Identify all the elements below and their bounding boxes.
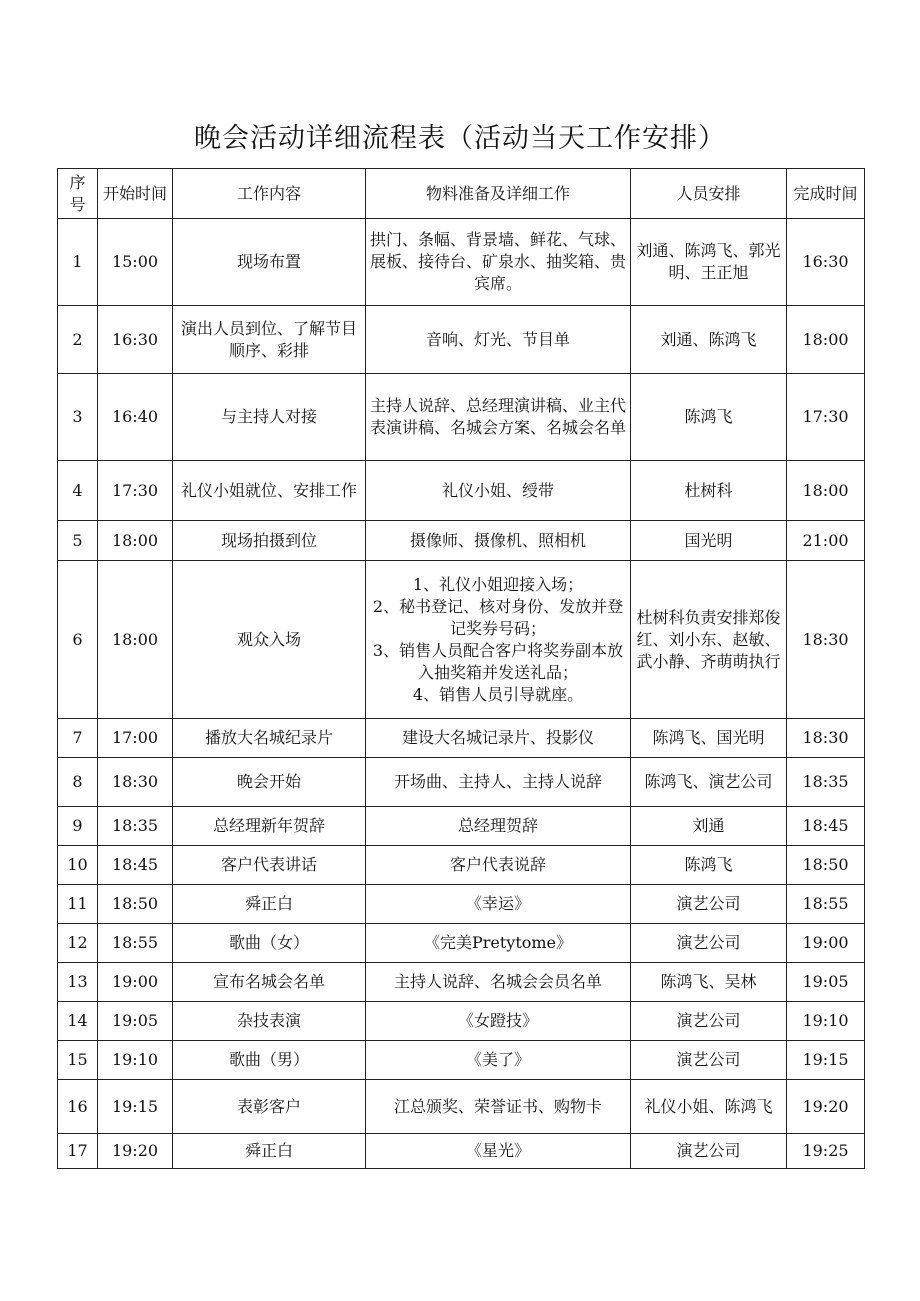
seq-cell: 3 xyxy=(58,374,98,461)
content-cell: 客户代表讲话 xyxy=(173,846,366,885)
table-row xyxy=(58,1080,865,1134)
seq-cell: 9 xyxy=(58,807,98,846)
staff-cell: 杜树科 xyxy=(631,461,787,521)
seq-cell: 11 xyxy=(58,885,98,924)
seq-cell: 12 xyxy=(58,924,98,963)
seq-cell: 16 xyxy=(58,1080,98,1134)
staff-cell: 刘通 xyxy=(631,807,787,846)
staff-cell: 刘通、陈鸿飞 xyxy=(631,306,787,374)
seq-cell: 5 xyxy=(58,521,98,561)
content-cell: 观众入场 xyxy=(173,561,366,719)
start-time-cell: 18:35 xyxy=(98,807,173,846)
start-time-cell: 18:50 xyxy=(98,885,173,924)
schedule-table xyxy=(57,168,865,1169)
table-row xyxy=(58,561,865,719)
seq-cell: 4 xyxy=(58,461,98,521)
end-time-cell: 18:30 xyxy=(787,719,865,758)
staff-cell: 演艺公司 xyxy=(631,1134,787,1169)
table-row xyxy=(58,521,865,561)
staff-cell: 演艺公司 xyxy=(631,885,787,924)
start-time-cell: 17:00 xyxy=(98,719,173,758)
materials-cell: 总经理贺辞 xyxy=(366,807,631,846)
end-time-cell: 19:05 xyxy=(787,963,865,1002)
end-time-cell: 18:00 xyxy=(787,461,865,521)
table-row xyxy=(58,846,865,885)
materials-cell: 摄像师、摄像机、照相机 xyxy=(366,521,631,561)
start-time-cell: 19:15 xyxy=(98,1080,173,1134)
content-cell: 宣布名城会名单 xyxy=(173,963,366,1002)
table-row xyxy=(58,885,865,924)
content-cell: 舜正白 xyxy=(173,885,366,924)
end-time-cell: 17:30 xyxy=(787,374,865,461)
header-staff: 人员安排 xyxy=(631,169,787,219)
end-time-cell: 19:25 xyxy=(787,1134,865,1169)
seq-cell: 1 xyxy=(58,219,98,306)
seq-cell: 15 xyxy=(58,1041,98,1080)
end-time-cell: 19:15 xyxy=(787,1041,865,1080)
end-time-cell: 18:30 xyxy=(787,561,865,719)
content-cell: 晚会开始 xyxy=(173,758,366,807)
header-content: 工作内容 xyxy=(173,169,366,219)
header-seq: 序号 xyxy=(58,169,98,219)
staff-cell: 杜树科负责安排郑俊红、刘小东、赵敏、武小静、齐萌萌执行 xyxy=(631,561,787,719)
content-cell: 与主持人对接 xyxy=(173,374,366,461)
table-row xyxy=(58,758,865,807)
content-cell: 总经理新年贺辞 xyxy=(173,807,366,846)
start-time-cell: 18:00 xyxy=(98,521,173,561)
table-row xyxy=(58,1134,865,1169)
materials-cell: 《美了》 xyxy=(366,1041,631,1080)
table-row xyxy=(58,306,865,374)
seq-cell: 2 xyxy=(58,306,98,374)
table-row xyxy=(58,219,865,306)
header-end-time: 完成时间 xyxy=(787,169,865,219)
end-time-cell: 18:55 xyxy=(787,885,865,924)
materials-cell: 客户代表说辞 xyxy=(366,846,631,885)
content-cell: 播放大名城纪录片 xyxy=(173,719,366,758)
materials-cell: 《幸运》 xyxy=(366,885,631,924)
seq-cell: 10 xyxy=(58,846,98,885)
content-cell: 舜正白 xyxy=(173,1134,366,1169)
materials-cell: 江总颁奖、荣誉证书、购物卡 xyxy=(366,1080,631,1134)
start-time-cell: 19:10 xyxy=(98,1041,173,1080)
materials-cell: 礼仪小姐、绶带 xyxy=(366,461,631,521)
start-time-cell: 19:00 xyxy=(98,963,173,1002)
end-time-cell: 18:35 xyxy=(787,758,865,807)
materials-cell: 音响、灯光、节目单 xyxy=(366,306,631,374)
content-cell: 歌曲（男） xyxy=(173,1041,366,1080)
staff-cell: 陈鸿飞、演艺公司 xyxy=(631,758,787,807)
content-cell: 演出人员到位、了解节目顺序、彩排 xyxy=(173,306,366,374)
staff-cell: 演艺公司 xyxy=(631,1041,787,1080)
materials-cell: 《女蹬技》 xyxy=(366,1002,631,1041)
content-cell: 礼仪小姐就位、安排工作 xyxy=(173,461,366,521)
start-time-cell: 18:00 xyxy=(98,561,173,719)
table-row xyxy=(58,963,865,1002)
start-time-cell: 17:30 xyxy=(98,461,173,521)
start-time-cell: 18:30 xyxy=(98,758,173,807)
materials-cell: 《完美Pretytome》 xyxy=(366,924,631,963)
start-time-cell: 18:45 xyxy=(98,846,173,885)
materials-cell: 主持人说辞、总经理演讲稿、业主代表演讲稿、名城会方案、名城会名单 xyxy=(366,374,631,461)
seq-cell: 14 xyxy=(58,1002,98,1041)
table-row xyxy=(58,719,865,758)
start-time-cell: 15:00 xyxy=(98,219,173,306)
end-time-cell: 19:20 xyxy=(787,1080,865,1134)
end-time-cell: 19:10 xyxy=(787,1002,865,1041)
start-time-cell: 19:05 xyxy=(98,1002,173,1041)
seq-cell: 7 xyxy=(58,719,98,758)
staff-cell: 演艺公司 xyxy=(631,1002,787,1041)
end-time-cell: 18:45 xyxy=(787,807,865,846)
start-time-cell: 16:40 xyxy=(98,374,173,461)
seq-cell: 8 xyxy=(58,758,98,807)
seq-cell: 6 xyxy=(58,561,98,719)
page-title: 晚会活动详细流程表（活动当天工作安排） xyxy=(194,123,726,154)
content-cell: 表彰客户 xyxy=(173,1080,366,1134)
table-row xyxy=(58,807,865,846)
materials-cell: 拱门、条幅、背景墙、鲜花、气球、展板、接待台、矿泉水、抽奖箱、贵宾席。 xyxy=(366,219,631,306)
staff-cell: 演艺公司 xyxy=(631,924,787,963)
table-row xyxy=(58,1002,865,1041)
materials-cell: 建设大名城记录片、投影仪 xyxy=(366,719,631,758)
staff-cell: 国光明 xyxy=(631,521,787,561)
content-cell: 杂技表演 xyxy=(173,1002,366,1041)
materials-cell: 《星光》 xyxy=(366,1134,631,1169)
end-time-cell: 19:00 xyxy=(787,924,865,963)
end-time-cell: 16:30 xyxy=(787,219,865,306)
seq-cell: 13 xyxy=(58,963,98,1002)
header-row xyxy=(58,169,865,219)
staff-cell: 陈鸿飞、国光明 xyxy=(631,719,787,758)
materials-cell: 开场曲、主持人、主持人说辞 xyxy=(366,758,631,807)
staff-cell: 陈鸿飞 xyxy=(631,374,787,461)
end-time-cell: 18:50 xyxy=(787,846,865,885)
table-row xyxy=(58,924,865,963)
content-cell: 现场布置 xyxy=(173,219,366,306)
content-cell: 现场拍摄到位 xyxy=(173,521,366,561)
header-materials: 物料准备及详细工作 xyxy=(366,169,631,219)
start-time-cell: 19:20 xyxy=(98,1134,173,1169)
table-row xyxy=(58,461,865,521)
materials-cell: 主持人说辞、名城会会员名单 xyxy=(366,963,631,1002)
header-start-time: 开始时间 xyxy=(98,169,173,219)
staff-cell: 刘通、陈鸿飞、郭光明、王正旭 xyxy=(631,219,787,306)
start-time-cell: 18:55 xyxy=(98,924,173,963)
table-row xyxy=(58,1041,865,1080)
end-time-cell: 21:00 xyxy=(787,521,865,561)
start-time-cell: 16:30 xyxy=(98,306,173,374)
materials-cell: 1、礼仪小姐迎接入场； 2、秘书登记、核对身份、发放并登记奖券号码； 3、销售人员配合客户将奖券副本放入抽奖箱并发送礼品； 4、销售人员引导就座。 xyxy=(366,561,631,719)
staff-cell: 陈鸿飞、吴林 xyxy=(631,963,787,1002)
table-row xyxy=(58,374,865,461)
seq-cell: 17 xyxy=(58,1134,98,1169)
content-cell: 歌曲（女） xyxy=(173,924,366,963)
staff-cell: 礼仪小姐、陈鸿飞 xyxy=(631,1080,787,1134)
end-time-cell: 18:00 xyxy=(787,306,865,374)
staff-cell: 陈鸿飞 xyxy=(631,846,787,885)
